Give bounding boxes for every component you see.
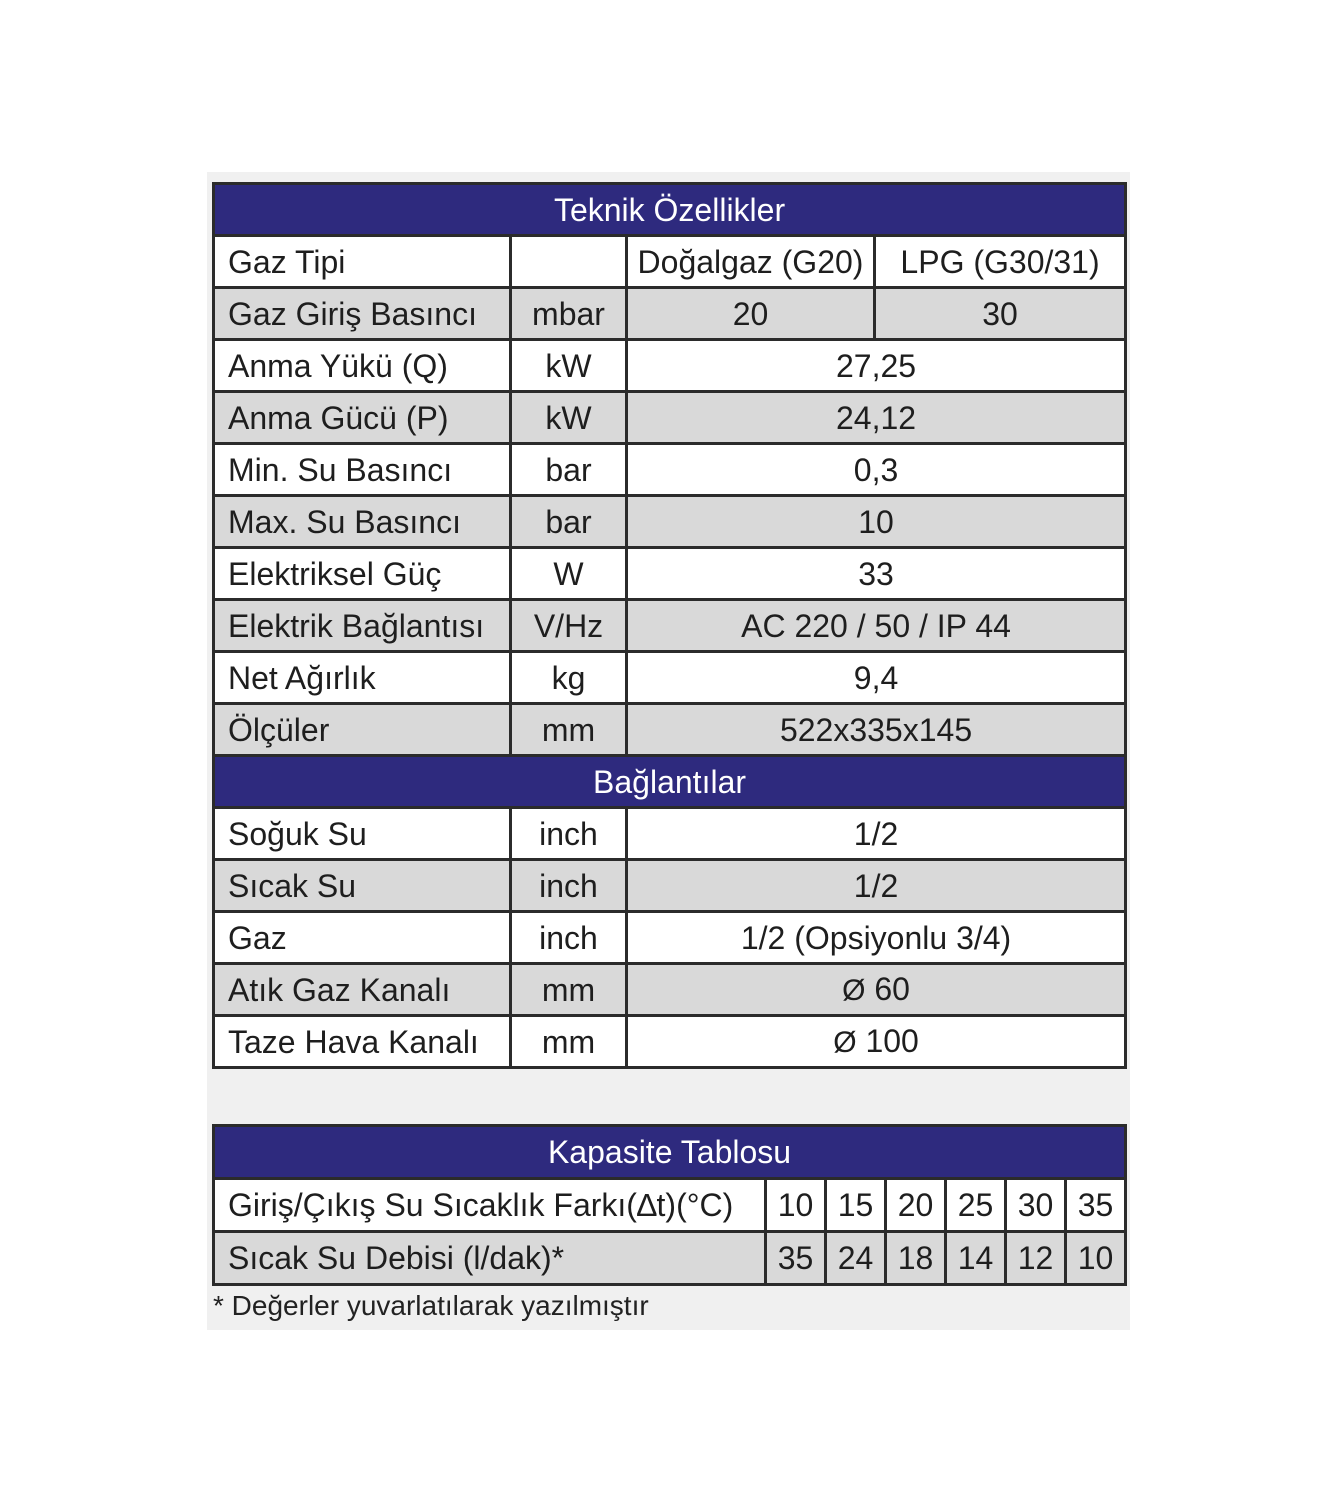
table-row [214, 236, 1126, 288]
row-value: 0,3 [627, 444, 1126, 496]
row-value: AC 220 / 50 / IP 44 [627, 600, 1126, 652]
row-unit: W [511, 548, 627, 600]
row-value: 10 [627, 496, 1126, 548]
hot-water-flow-label: Sıcak Su Debisi (l/dak)* [214, 1232, 766, 1285]
table-cell: 18 [886, 1232, 946, 1285]
table-row [214, 1232, 1126, 1285]
table-row [214, 496, 1126, 548]
diameter-symbol: Ø [833, 1025, 857, 1059]
capacity-table [212, 1124, 1127, 1286]
row-value: 1/2 [627, 860, 1126, 912]
footnote: * Değerler yuvarlatılarak yazılmıştır [213, 1290, 649, 1321]
table-row [214, 288, 1126, 340]
row-unit: kg [511, 652, 627, 704]
row-unit: mbar [511, 288, 627, 340]
table-row [214, 912, 1126, 964]
table-cell: 20 [886, 1179, 946, 1232]
row-unit: bar [511, 444, 627, 496]
row-label: Gaz Giriş Basıncı [214, 288, 511, 340]
row-value: 24,12 [627, 392, 1126, 444]
table-row [214, 808, 1126, 860]
row-label: Ölçüler [214, 704, 511, 756]
specs-title: Teknik Özellikler [214, 184, 1126, 236]
row-label: Atık Gaz Kanalı [214, 964, 511, 1016]
row-unit: inch [511, 860, 627, 912]
row-label: Anma Yükü (Q) [214, 340, 511, 392]
temperature-diff-label: Giriş/Çıkış Su Sıcaklık Farkı(∆t)(°C) [214, 1179, 766, 1232]
table-row [214, 392, 1126, 444]
row-label: Anma Gücü (P) [214, 392, 511, 444]
diameter-value: 60 [874, 970, 910, 1007]
row-unit: mm [511, 704, 627, 756]
row-unit [511, 236, 627, 288]
row-value: 27,25 [627, 340, 1126, 392]
row-unit: mm [511, 964, 627, 1016]
natural-gas-header: Doğalgaz (G20) [627, 236, 875, 288]
table-row [214, 444, 1126, 496]
table-cell: 12 [1006, 1232, 1066, 1285]
diameter-symbol: Ø [842, 973, 866, 1007]
table-row [214, 1016, 1126, 1068]
row-label: Min. Su Basıncı [214, 444, 511, 496]
row-label: Net Ağırlık [214, 652, 511, 704]
table-row [214, 964, 1126, 1016]
diameter-value: 100 [865, 1022, 919, 1059]
row-unit: inch [511, 808, 627, 860]
table-cell: 35 [766, 1232, 826, 1285]
row-unit: bar [511, 496, 627, 548]
row-value: 1/2 [627, 808, 1126, 860]
row-label: Max. Su Basıncı [214, 496, 511, 548]
row-value [627, 964, 1126, 1016]
table-row [214, 860, 1126, 912]
table-row [214, 548, 1126, 600]
connections-title: Bağlantılar [214, 756, 1126, 808]
row-value: 1/2 (Opsiyonlu 3/4) [627, 912, 1126, 964]
table-row [214, 340, 1126, 392]
row-value: 522x335x145 [627, 704, 1126, 756]
table-cell: 25 [946, 1179, 1006, 1232]
table-cell: 10 [766, 1179, 826, 1232]
row-label: Sıcak Su [214, 860, 511, 912]
row-label: Soğuk Su [214, 808, 511, 860]
row-label: Gaz Tipi [214, 236, 511, 288]
lpg-header: LPG (G30/31) [875, 236, 1126, 288]
table-cell: 24 [826, 1232, 886, 1285]
row-label: Taze Hava Kanalı [214, 1016, 511, 1068]
natural-gas-value: 20 [627, 288, 875, 340]
row-unit: inch [511, 912, 627, 964]
row-label: Gaz [214, 912, 511, 964]
table-cell: 15 [826, 1179, 886, 1232]
table-row [214, 652, 1126, 704]
row-label: Elektriksel Güç [214, 548, 511, 600]
row-unit: mm [511, 1016, 627, 1068]
table-row [214, 1179, 1126, 1232]
table-row [214, 600, 1126, 652]
row-unit: kW [511, 340, 627, 392]
table-row [214, 704, 1126, 756]
row-unit: kW [511, 392, 627, 444]
row-value: 33 [627, 548, 1126, 600]
table-cell: 35 [1066, 1179, 1126, 1232]
lpg-value: 30 [875, 288, 1126, 340]
row-value [627, 1016, 1126, 1068]
row-label: Elektrik Bağlantısı [214, 600, 511, 652]
row-unit: V/Hz [511, 600, 627, 652]
capacity-title: Kapasite Tablosu [214, 1126, 1126, 1179]
table-cell: 10 [1066, 1232, 1126, 1285]
technical-specs-table [212, 182, 1127, 1069]
row-value: 9,4 [627, 652, 1126, 704]
table-cell: 14 [946, 1232, 1006, 1285]
table-cell: 30 [1006, 1179, 1066, 1232]
